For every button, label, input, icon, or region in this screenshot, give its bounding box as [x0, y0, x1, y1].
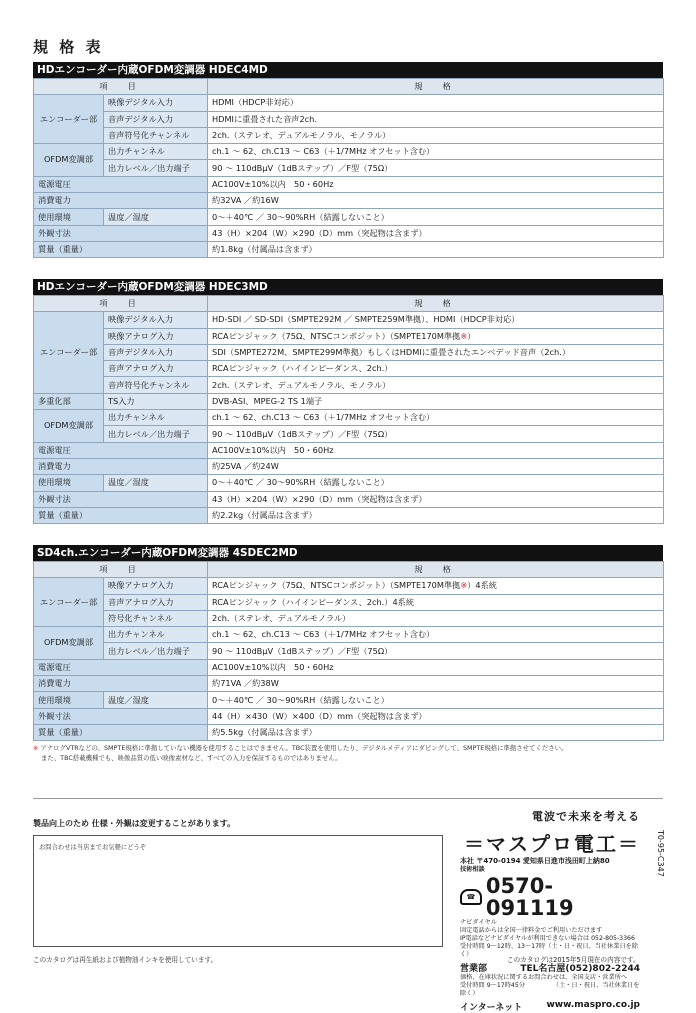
row-value: [208, 426, 664, 442]
brand-block: [460, 808, 640, 1013]
table-row: [34, 377, 664, 393]
row-subitem: 出力レベル／出力端子: [104, 160, 208, 176]
table-row: [34, 111, 664, 127]
row-subitem: TS入力: [104, 393, 208, 409]
page-title: 規 格 表: [33, 38, 104, 56]
value-text: 約25VA ／約24W: [212, 461, 279, 472]
value-text: HDMI（HDCP非対応）: [212, 97, 299, 108]
value-text: 2ch.（ステレオ、デュアルモノラル）: [212, 613, 351, 624]
internet-label: インターネット: [460, 1003, 523, 1013]
spec-section-1: [33, 62, 663, 258]
row-category: 消費電力: [34, 676, 208, 692]
row-value: [208, 393, 664, 409]
value-text: ch.1 ～ 62、ch.C13 ～ C63（＋1/7MHz オフセット含む）: [212, 146, 435, 157]
footer-divider: [33, 798, 663, 799]
value-text: 約71VA ／約38W: [212, 678, 279, 689]
disclaimer: 製品向上のため 仕様・外観は変更することがあります。: [33, 819, 236, 828]
row-category: 質量（重量）: [34, 241, 208, 257]
row-value: [208, 442, 664, 458]
row-category: エンコーダー部: [34, 312, 104, 393]
dealer-contact-box: [33, 835, 443, 947]
section-title: HDエンコーダー内蔵OFDM変調器 HDEC4MD: [33, 62, 663, 78]
row-value: [208, 328, 664, 344]
note-line-1: アナログVTRなどの、SMPTE規格に準拠していない機器を使用することはできません。TBC装置を使用したり、デジタルメディアにダビングして、SMPTE規格に準拠させてください。: [40, 744, 568, 752]
row-subitem: 音声デジタル入力: [104, 111, 208, 127]
row-value: [208, 507, 664, 523]
table-row: [34, 393, 664, 409]
value-text: 約5.5kg（付属品は含まず）: [212, 727, 317, 738]
header-spec: 規 格: [208, 562, 664, 578]
value-text: 0～＋40℃ ／ 30～90%RH（結露しないこと）: [212, 477, 389, 488]
value-text: RCAピンジャック（75Ω、NTSCコンポジット）（SMPTE170M準拠: [212, 580, 461, 591]
value-text: RCAピンジャック（ハイインピーダンス、2ch.）: [212, 363, 393, 374]
note-mark: ※: [33, 744, 39, 752]
row-value: [208, 344, 664, 360]
row-value: [208, 410, 664, 426]
row-subitem: 映像アナログ入力: [104, 578, 208, 594]
header-item: 項 目: [34, 79, 208, 95]
table-row: [34, 442, 664, 458]
value-text-end: ）4系統: [467, 580, 497, 591]
value-text: HDMIに重畳された音声2ch.: [212, 113, 317, 124]
row-subitem: 映像アナログ入力: [104, 328, 208, 344]
row-value: [208, 361, 664, 377]
row-category: OFDM変調部: [34, 144, 104, 177]
table-row: [34, 724, 664, 740]
spec-table: [33, 561, 664, 741]
row-value: [208, 458, 664, 474]
row-subitem: 温度／湿度: [104, 692, 208, 708]
spec-table: [33, 295, 664, 524]
row-value: [208, 724, 664, 740]
internet-row: [460, 1000, 640, 1013]
table-row: [34, 610, 664, 626]
row-category: エンコーダー部: [34, 95, 104, 144]
row-subitem: 映像デジタル入力: [104, 312, 208, 328]
value-text: 44（H）×430（W）×400（D）mm（突起物は含まず）: [212, 710, 427, 721]
table-row: [34, 426, 664, 442]
row-subitem: 出力チャンネル: [104, 144, 208, 160]
table-row: [34, 643, 664, 659]
row-value: [208, 475, 664, 491]
row-value: [208, 209, 664, 225]
table-row: [34, 241, 664, 257]
price-note: 価格、在庫状況に関するお問合わせは、全国支店・営業所へ: [460, 974, 628, 981]
header-spec: 規 格: [208, 79, 664, 95]
value-text: 約2.2kg（付属品は含まず）: [212, 510, 317, 520]
row-subitem: 音声アナログ入力: [104, 361, 208, 377]
value-text: HD-SDI ／ SD-SDI（SMPTE292M ／ SMPTE259M準拠）、HDMI（HDCP非対応）: [212, 314, 520, 325]
value-text: 2ch.（ステレオ、デュアルモノラル、モノラル）: [212, 379, 391, 390]
row-value: [208, 160, 664, 176]
table-row: [34, 594, 664, 610]
website-url[interactable]: www.maspro.co.jp: [546, 1000, 640, 1010]
value-text: 約1.8kg（付属品は含まず）: [212, 244, 317, 255]
table-row: [34, 209, 664, 225]
tech-label: 技術相談: [460, 866, 485, 873]
table-row: [34, 312, 664, 328]
row-subitem: 音声デジタル入力: [104, 344, 208, 360]
row-value: [208, 676, 664, 692]
row-category: 外観寸法: [34, 491, 208, 507]
value-text: DVB-ASI、MPEG-2 TS 1端子: [212, 395, 323, 406]
row-category: OFDM変調部: [34, 410, 104, 443]
row-value: [208, 643, 664, 659]
row-value: [208, 491, 664, 507]
table-header-row: [34, 562, 664, 578]
table-row: [34, 578, 664, 594]
table-row: [34, 160, 664, 176]
value-text: AC100V±10%以内 50・60Hz: [212, 178, 334, 189]
row-category: OFDM変調部: [34, 627, 104, 660]
table-row: [34, 193, 664, 209]
row-value: [208, 241, 664, 257]
value-text: RCAピンジャック（ハイインピーダンス、2ch.）4系統: [212, 596, 415, 607]
table-row: [34, 95, 664, 111]
spec-section-2: [33, 279, 663, 524]
table-row: [34, 491, 664, 507]
row-value: [208, 193, 664, 209]
value-text: SDI（SMPTE272M、SMPTE299M準拠）もしくはHDMIに重畳されたエンベデッド音声（2ch.）: [212, 347, 571, 358]
table-row: [34, 328, 664, 344]
row-subitem: 出力チャンネル: [104, 627, 208, 643]
phone-number: 0570-091119: [485, 874, 574, 920]
row-category: 電源電圧: [34, 442, 208, 458]
row-category: 消費電力: [34, 458, 208, 474]
table-row: [34, 692, 664, 708]
table-row: [34, 361, 664, 377]
hours: 受付時間 9～12時、13～17時（土・日・祝日、当社休業日を除く）: [460, 943, 639, 958]
row-value: [208, 578, 664, 594]
row-value: [208, 692, 664, 708]
table-row: [34, 458, 664, 474]
row-value: [208, 659, 664, 675]
spec-table: [33, 78, 664, 258]
row-value: [208, 225, 664, 241]
contact-label: お問合わせは当店までお気軽にどうぞ: [39, 844, 147, 851]
footnotes: [33, 743, 673, 763]
table-row: [34, 708, 664, 724]
row-category: 消費電力: [34, 193, 208, 209]
navi-dial-icon: ☎: [460, 889, 482, 905]
row-subitem: 出力レベル／出力端子: [104, 426, 208, 442]
value-text: 90 ～ 110dBμV（1dBステップ）／F型（75Ω）: [212, 428, 393, 439]
value-text: ch.1 ～ 62、ch.C13 ～ C63（＋1/7MHz オフセット含む）: [212, 412, 435, 423]
row-value: [208, 312, 664, 328]
table-row: [34, 475, 664, 491]
navi-note-1: 固定電話からは全国一律料金でご利用いただけます: [460, 927, 603, 934]
company-address: 本社 〒470-0194 愛知県日進市浅田町上納80: [460, 857, 610, 865]
row-category: 多重化部: [34, 393, 104, 409]
value-text: 0～＋40℃ ／ 30～90%RH（結露しないこと）: [212, 694, 389, 705]
header-item: 項 目: [34, 296, 208, 312]
row-subitem: 出力チャンネル: [104, 410, 208, 426]
row-subitem: 映像デジタル入力: [104, 95, 208, 111]
value-text: 2ch.（ステレオ、デュアルモノラル、モノラル）: [212, 130, 391, 141]
value-text: 43（H）×204（W）×290（D）mm（突起物は含まず）: [212, 227, 427, 238]
row-subitem: 音声符号化チャンネル: [104, 377, 208, 393]
row-value: [208, 377, 664, 393]
section-title: SD4ch.エンコーダー内蔵OFDM変調器 4SDEC2MD: [33, 545, 663, 561]
row-category: 電源電圧: [34, 659, 208, 675]
value-text: 43（H）×204（W）×290（D）mm（突起物は含まず）: [212, 493, 427, 504]
value-text: AC100V±10%以内 50・60Hz: [212, 444, 334, 455]
slogan: 電波で未来を考える: [532, 810, 640, 823]
value-text: 約32VA ／約16W: [212, 195, 279, 206]
row-subitem: 出力レベル／出力端子: [104, 643, 208, 659]
table-row: [34, 676, 664, 692]
note-reference-mark: ※: [460, 580, 468, 591]
table-row: [34, 507, 664, 523]
row-value: [208, 111, 664, 127]
spec-section-3: [33, 545, 663, 741]
row-category: 電源電圧: [34, 176, 208, 192]
row-subitem: 音声アナログ入力: [104, 594, 208, 610]
value-text: 90 ～ 110dBμV（1dBステップ）／F型（75Ω）: [212, 162, 393, 173]
navi-label: ナビダイヤル: [460, 919, 497, 926]
value-text: 0～＋40℃ ／ 30～90%RH（結露しないこと）: [212, 211, 389, 222]
row-category: 使用環境: [34, 209, 104, 225]
row-category: エンコーダー部: [34, 578, 104, 627]
note-reference-mark: ※: [460, 330, 468, 341]
row-value: [208, 708, 664, 724]
table-header-row: [34, 296, 664, 312]
table-row: [34, 410, 664, 426]
catalog-date: このカタログは2015年5月現在の内容です。: [507, 956, 640, 964]
value-text-end: ）: [467, 330, 476, 341]
table-row: [34, 225, 664, 241]
company-logo: ＝マスプロ電工＝: [464, 832, 640, 856]
table-row: [34, 627, 664, 643]
row-subitem: 符号化チャンネル: [104, 610, 208, 626]
section-title: HDエンコーダー内蔵OFDM変調器 HDEC3MD: [33, 279, 663, 295]
value-text: 90 ～ 110dBμV（1dBステップ）／F型（75Ω）: [212, 645, 393, 656]
table-row: [34, 144, 664, 160]
table-row: [34, 344, 664, 360]
sales-tel: TEL名古屋(052)802-2244: [520, 964, 640, 974]
recycled-note: このカタログは再生紙および植物油インキを使用しています。: [33, 956, 218, 964]
row-category: 質量（重量）: [34, 724, 208, 740]
row-subitem: 温度／湿度: [104, 209, 208, 225]
table-row: [34, 659, 664, 675]
table-row: [34, 127, 664, 143]
catalog-code: T0-95-C347: [656, 830, 665, 877]
sales-label: 営業部: [460, 964, 488, 974]
row-category: 使用環境: [34, 475, 104, 491]
row-category: 質量（重量）: [34, 507, 208, 523]
row-subitem: 温度／湿度: [104, 475, 208, 491]
value-text: AC100V±10%以内 50・60Hz: [212, 661, 334, 672]
navi-note-2: IP電話などナビダイヤルが利用できない場合は 052-805-3366: [460, 935, 635, 942]
value-text: RCAピンジャック（75Ω、NTSCコンポジット）（SMPTE170M準拠: [212, 330, 461, 341]
value-text: ch.1 ～ 62、ch.C13 ～ C63（＋1/7MHz オフセット含む）: [212, 629, 435, 640]
row-value: [208, 176, 664, 192]
phone-row: [460, 875, 640, 919]
row-value: [208, 144, 664, 160]
row-value: [208, 594, 664, 610]
header-spec: 規 格: [208, 296, 664, 312]
row-subitem: 音声符号化チャンネル: [104, 127, 208, 143]
row-category: 外観寸法: [34, 708, 208, 724]
row-value: [208, 127, 664, 143]
row-category: 使用環境: [34, 692, 104, 708]
row-value: [208, 627, 664, 643]
row-value: [208, 95, 664, 111]
table-row: [34, 176, 664, 192]
header-item: 項 目: [34, 562, 208, 578]
row-category: 外観寸法: [34, 225, 208, 241]
note-line-2: また、TBC搭載機種でも、映像品質の低い映像素材など、すべての入力を保証するものではありません。: [41, 754, 342, 762]
row-value: [208, 610, 664, 626]
table-header-row: [34, 79, 664, 95]
hours-2: 受付時間 9～17時45分 （土・日・祝日、当社休業日を除く）: [460, 982, 640, 997]
